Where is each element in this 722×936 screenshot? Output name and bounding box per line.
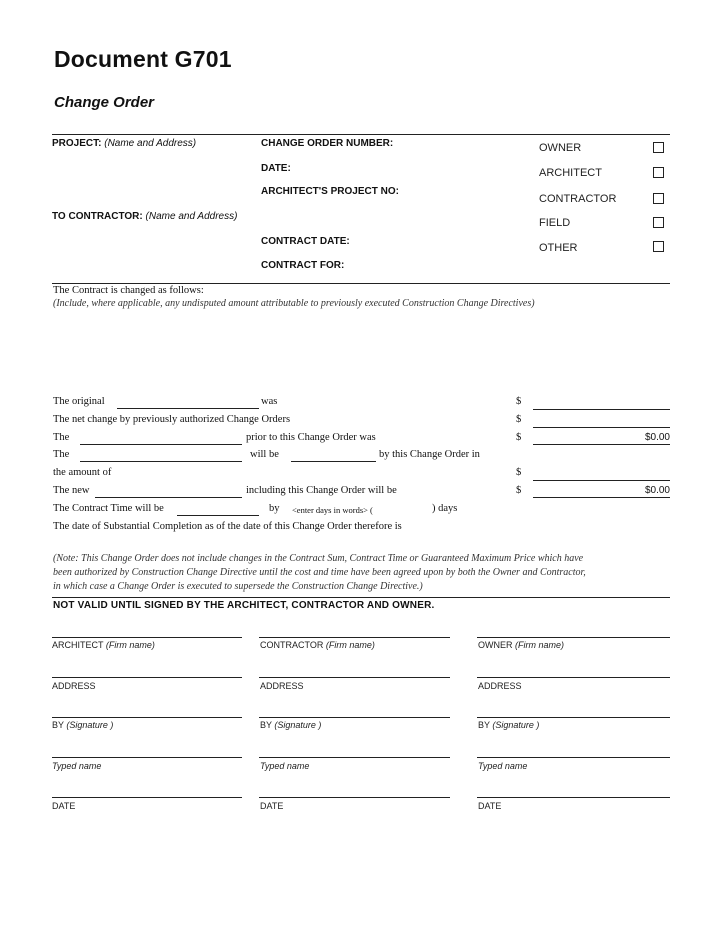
architect-typed-name-label: Typed name xyxy=(52,761,102,771)
new-sum-amount: $0.00 xyxy=(644,485,670,496)
owner-address-label: ADDRESS xyxy=(478,681,522,691)
date-label: DATE: xyxy=(261,163,291,174)
owner-firm-line[interactable] xyxy=(477,637,670,638)
dollar-sign-3: $ xyxy=(516,432,522,443)
architect-typed-name-line[interactable] xyxy=(52,757,242,758)
field-checkbox[interactable] xyxy=(653,217,664,228)
dollar-sign-2: $ xyxy=(516,414,522,425)
validity-statement: NOT VALID UNTIL SIGNED BY THE ARCHITECT, CONTRACTOR AND OWNER. xyxy=(53,600,435,611)
prior-sum-field[interactable] xyxy=(80,444,242,445)
note-line-1: (Note: This Change Order does not include changes in the Contract Sum, Contract Time or Guaranteed Maximum Price which have xyxy=(53,553,584,564)
to-contractor-label: TO CONTRACTOR: (Name and Address) xyxy=(52,211,238,222)
architect-address-line[interactable] xyxy=(52,677,242,678)
original-sum-label: The original xyxy=(53,396,105,407)
contract-time-by: by xyxy=(269,503,280,514)
architect-checkbox[interactable] xyxy=(653,167,664,178)
contract-date-label: CONTRACT DATE: xyxy=(261,236,350,247)
dollar-sign-4: $ xyxy=(516,467,522,478)
contractor-address-label: ADDRESS xyxy=(260,681,304,691)
architect-firm-line[interactable] xyxy=(52,637,242,638)
architect-signature-line[interactable] xyxy=(52,717,242,718)
original-sum-was: was xyxy=(261,396,278,407)
new-sum-field[interactable] xyxy=(95,497,242,498)
owner-date-line[interactable] xyxy=(477,797,670,798)
amount-of-label: the amount of xyxy=(53,467,112,478)
document-title: Document G701 xyxy=(54,46,232,72)
top-divider xyxy=(52,134,670,135)
contract-time-field[interactable] xyxy=(177,515,259,516)
contract-for-label: CONTRACT FOR: xyxy=(261,260,345,271)
owner-firm-label: OWNER (Firm name) xyxy=(478,640,565,650)
architect-date-label: DATE xyxy=(52,801,76,811)
change-direction-field[interactable] xyxy=(291,461,376,462)
changes-divider xyxy=(52,283,670,284)
contractor-address-line[interactable] xyxy=(259,677,450,678)
change-direction-label: The xyxy=(53,449,70,460)
owner-date-label: DATE xyxy=(478,801,502,811)
new-sum-text: including this Change Order will be xyxy=(246,485,397,496)
owner-by-label: BY (Signature ) xyxy=(478,720,540,730)
new-sum-label: The new xyxy=(53,485,90,496)
prior-sum-amount: $0.00 xyxy=(644,432,670,443)
net-change-amount-field[interactable] xyxy=(533,427,670,428)
prior-sum-text: prior to this Change Order was xyxy=(246,432,376,443)
owner-signature-line[interactable] xyxy=(477,717,670,718)
change-order-number-label: CHANGE ORDER NUMBER: xyxy=(261,138,394,149)
distribution-other-label: OTHER xyxy=(539,242,578,254)
contractor-typed-name-line[interactable] xyxy=(259,757,450,758)
note-line-3: in which case a Change Order is executed to supersede the Construction Change Directive.) xyxy=(53,581,423,592)
owner-typed-name-line[interactable] xyxy=(477,757,670,758)
dollar-sign-5: $ xyxy=(516,485,522,496)
days-suffix: ) days xyxy=(432,503,458,514)
validity-divider xyxy=(52,597,670,598)
project-label: PROJECT: (Name and Address) xyxy=(52,138,197,149)
by-this-change-order-text: by this Change Order in xyxy=(379,449,480,460)
contractor-checkbox[interactable] xyxy=(653,193,664,204)
contractor-date-label: DATE xyxy=(260,801,284,811)
owner-address-line[interactable] xyxy=(477,677,670,678)
note-line-2: been authorized by Construction Change Directive until the cost and time have been agreed upon by both the Owner and Contractor, xyxy=(53,567,586,578)
distribution-field-label: FIELD xyxy=(539,217,571,229)
changes-heading: The Contract is changed as follows: xyxy=(53,285,204,296)
architects-project-no-label: ARCHITECT'S PROJECT NO: xyxy=(261,186,399,197)
contractor-date-line[interactable] xyxy=(259,797,450,798)
prior-sum-label: The xyxy=(53,432,70,443)
original-sum-field[interactable] xyxy=(117,408,259,409)
document-subtitle: Change Order xyxy=(54,94,155,111)
new-sum-amount-line[interactable] xyxy=(533,497,670,498)
distribution-contractor-label: CONTRACTOR xyxy=(539,193,617,205)
contractor-firm-line[interactable] xyxy=(259,637,450,638)
dollar-sign-1: $ xyxy=(516,396,522,407)
will-be-text: will be xyxy=(250,449,279,460)
days-in-words-placeholder[interactable]: <enter days in words> ( xyxy=(292,505,373,515)
architect-date-line[interactable] xyxy=(52,797,242,798)
changes-instruction: (Include, where applicable, any undisputed amount attributable to previously executed Construction Change Directives) xyxy=(53,298,535,309)
contractor-firm-label: CONTRACTOR (Firm name) xyxy=(260,640,375,650)
other-checkbox[interactable] xyxy=(653,241,664,252)
architect-address-label: ADDRESS xyxy=(52,681,96,691)
substantial-completion-label: The date of Substantial Completion as of the date of this Change Order therefore is xyxy=(53,521,402,532)
contractor-signature-line[interactable] xyxy=(259,717,450,718)
contractor-by-label: BY (Signature ) xyxy=(260,720,322,730)
architect-firm-label: ARCHITECT (Firm name) xyxy=(52,640,155,650)
original-amount-field[interactable] xyxy=(533,409,670,410)
contractor-typed-name-label: Typed name xyxy=(260,761,310,771)
change-subject-field[interactable] xyxy=(80,461,242,462)
distribution-architect-label: ARCHITECT xyxy=(539,167,602,179)
owner-checkbox[interactable] xyxy=(653,142,664,153)
contract-time-label: The Contract Time will be xyxy=(53,503,164,514)
net-change-label: The net change by previously authorized Change Orders xyxy=(53,414,291,425)
distribution-owner-label: OWNER xyxy=(539,142,582,154)
prior-sum-amount-line[interactable] xyxy=(533,444,670,445)
owner-typed-name-label: Typed name xyxy=(478,761,528,771)
architect-by-label: BY (Signature ) xyxy=(52,720,114,730)
change-amount-field[interactable] xyxy=(533,480,670,481)
